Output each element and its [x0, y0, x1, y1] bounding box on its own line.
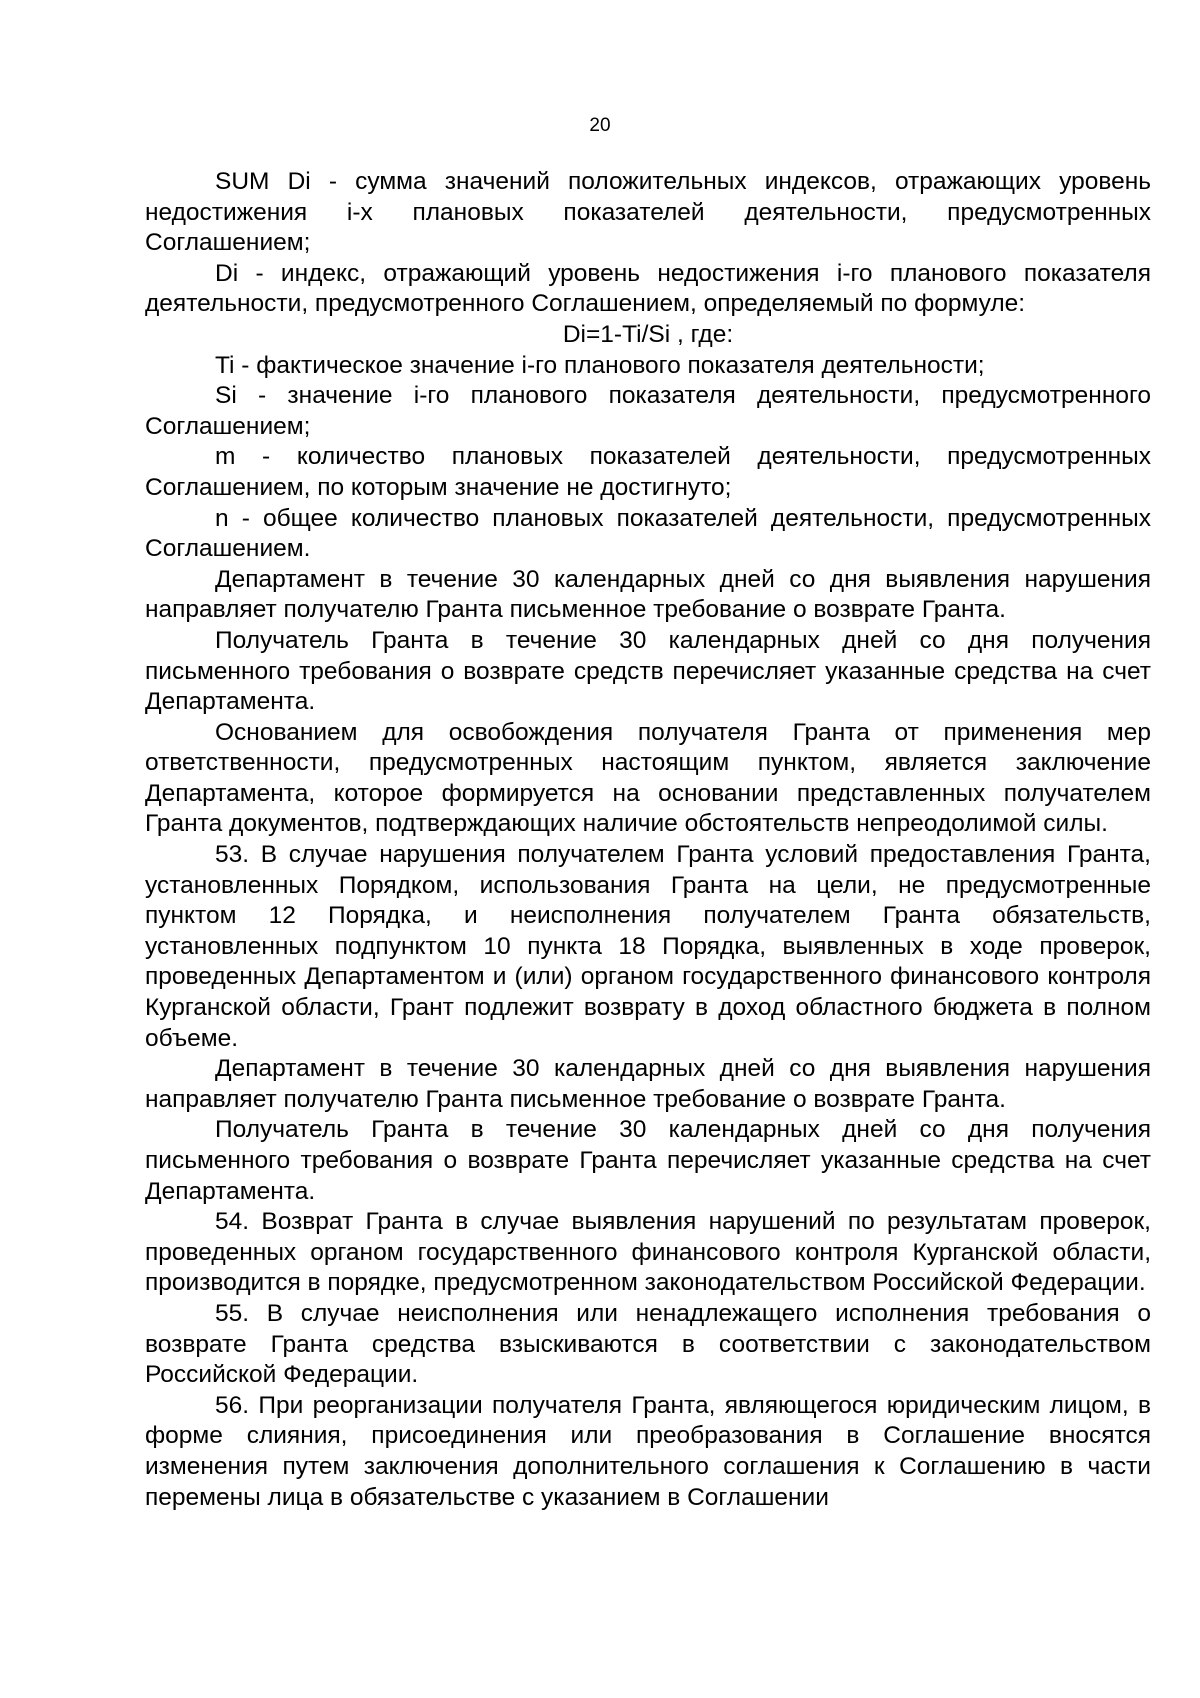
paragraph-recipient-transfer-2: Получатель Гранта в течение 30 календарных дней со дня получения письменного требования о возврате Гранта перечисляет указанные средства на счет Департамента. — [145, 1116, 1151, 1205]
paragraph-si-definition: Si - значение i-го планового показателя деятельности, предусмотренного Соглашением; — [145, 382, 1151, 440]
paragraph-department-demand-2: Департамент в течение 30 календарных дней со дня выявления нарушения направляет получателю Гранта письменное требование о возврате Гранта. — [145, 1055, 1151, 1113]
page-number: 20 — [589, 115, 611, 136]
paragraph-clause-55: 55. В случае неисполнения или ненадлежащего исполнения требования о возврате Гранта средства взыскиваются в соответствии с законодательством Российской Федерации. — [145, 1299, 1151, 1389]
paragraph-m-definition: m - количество плановых показателей деятельности, предусмотренных Соглашением, по которым значение не достигнуто; — [145, 443, 1151, 501]
paragraph-di-definition: Di - индекс, отражающий уровень недостижения i-го планового показателя деятельности, предусмотренного Соглашением, определяемый по формуле: — [145, 259, 1151, 318]
paragraph-clause-54: 54. Возврат Гранта в случае выявления нарушений по результатам проверок, проведенных органом государственного финансового контроля Курганской области, производится в порядке, предусмотренном законодательством Российской Федерации. — [145, 1208, 1151, 1297]
document-body — [145, 167, 1151, 1513]
paragraph-force-majeure: Основанием для освобождения получателя Гранта от применения мер ответственности, предусмотренных настоящим пунктом, является заключение Департамента, которое формируется на основании представленных получателем Гранта документов, подтверждающих наличие обстоятельств непреодолимой силы. — [145, 718, 1151, 838]
paragraph-n-definition: n - общее количество плановых показателей деятельности, предусмотренных Соглашением. — [145, 504, 1151, 563]
paragraph-clause-56: 56. При реорганизации получателя Гранта, являющегося юридическим лицом, в форме слияния, присоединения или преобразования в Соглашение вносятся изменения путем заключения дополнительного соглашения к Соглашению в части перемены лица в обязательстве с указанием в Соглашении — [145, 1391, 1151, 1511]
paragraph-sum-di: SUM Di - сумма значений положительных индексов, отражающих уровень недостижения i-х плановых показателей деятельности, предусмотренных Соглашением; — [145, 168, 1151, 257]
paragraph-clause-53: 53. В случае нарушения получателем Гранта условий предоставления Гранта, установленных Порядком, использования Гранта на цели, не предусмотренные пунктом 12 Порядка, и неисполнения получателем Гранта обязательств, установленных подпунктом 10 пункта 18 Порядка, выявленных в ходе проверок, проведенных Департаментом и (или) органом государственного финансового контроля Курганской области, Грант подлежит возврату в доход областного бюджета в полном объеме. — [145, 841, 1151, 1052]
paragraph-department-demand: Департамент в течение 30 календарных дней со дня выявления нарушения направляет получателю Гранта письменное требование о возврате Гранта. — [145, 565, 1151, 624]
formula-di: Di=1-Ti/Si , где: — [562, 320, 734, 348]
paragraph-ti-definition: Ti - фактическое значение i-го планового показателя деятельности; — [215, 351, 985, 379]
paragraph-recipient-transfer: Получатель Гранта в течение 30 календарных дней со дня получения письменного требования о возврате средств перечисляет указанные средства на счет Департамента. — [145, 626, 1151, 716]
